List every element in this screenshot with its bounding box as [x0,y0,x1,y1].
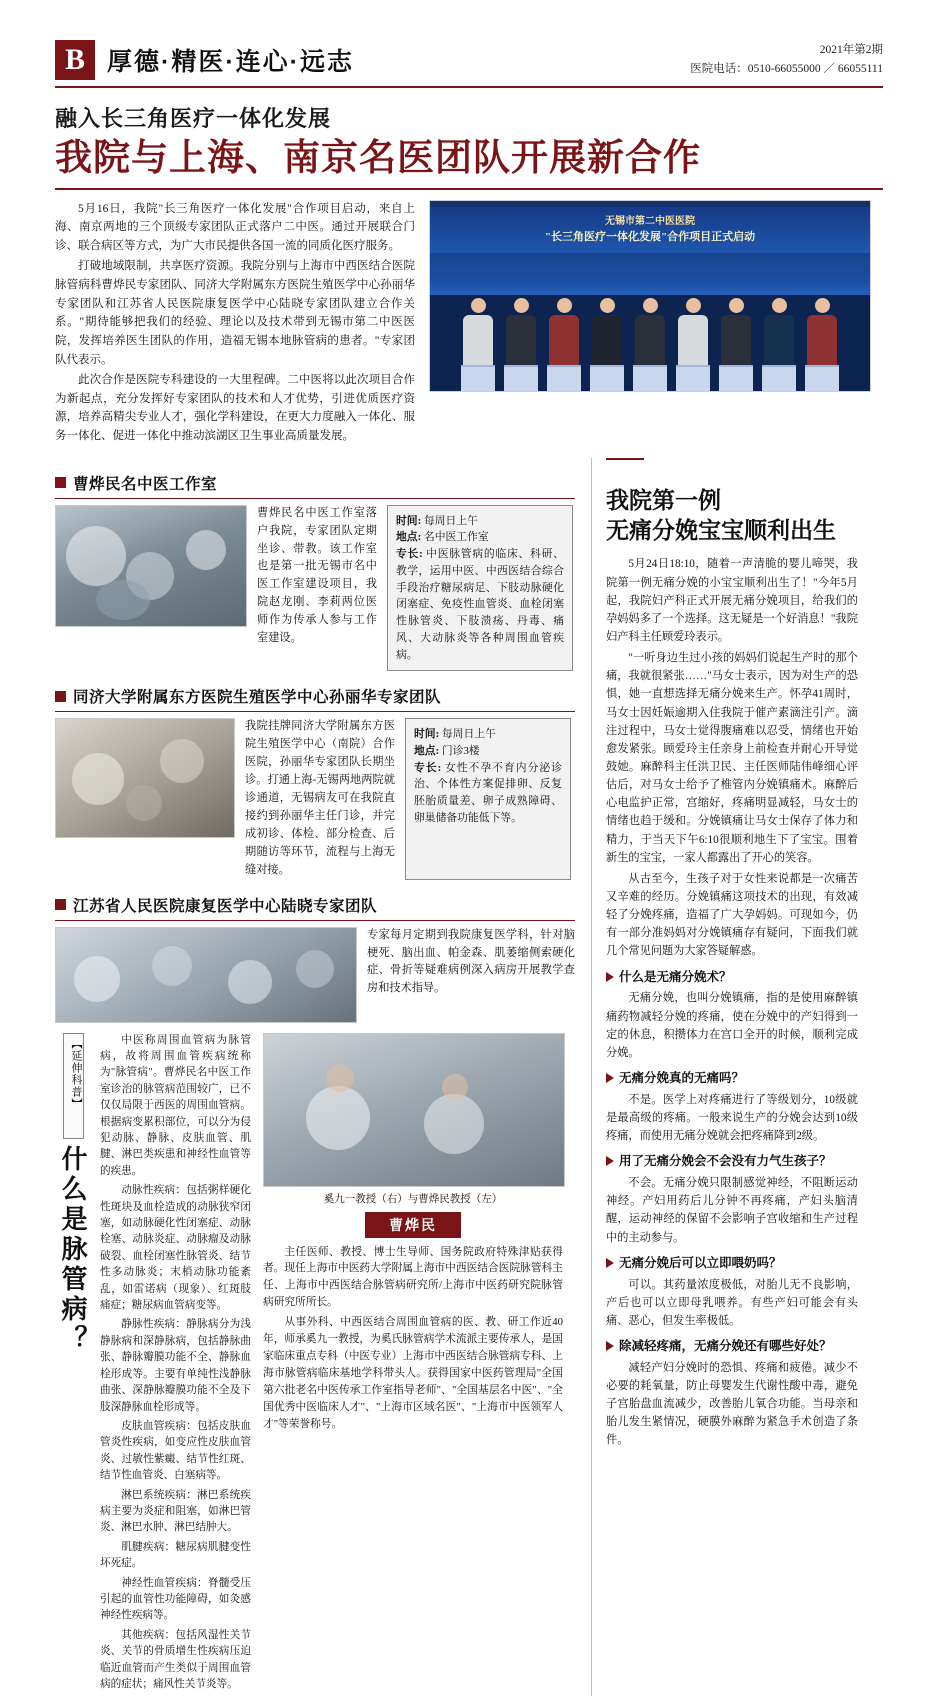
article-decoration [606,458,644,460]
sci-paragraph: 动脉性疾病：包括粥样硬化性斑块及血栓造成的动脉狭窄闭塞，如动脉硬化性闭塞症、动脉栓塞、动脉炎症、动脉瘤及动脉破裂、血栓闭塞性脉管炎、结节性多动脉炎；末梢动脉功能紊乱，如雷诺病（现象）、红斑肢痛症；糖尿病血管病变等。 [100,1185,251,1312]
podium-row [430,365,870,391]
professor-bio [263,1244,563,1433]
info-expert-label: 专长: [414,761,442,774]
lead-paragraph: 5月16日，我院"长三角医疗一体化发展"合作项目启动，来自上海、南京两地的三个顶级专家团队正式落户二中医。通过开展联合门诊、联合病区等方式，为广大市民提供各国一流的同质化医疗服务。 [55,202,415,252]
logo-letter: B [55,40,95,80]
section-header-caoyemin [55,472,575,499]
bottom-area [55,1033,575,1696]
info-time-value: 每周日上午 [441,728,496,741]
article-paragraph: 5月24日18:10，随着一声清脆的婴儿啼哭，我院第一例无痛分娩的小宝宝顺利出生了！"今年5月起，我院妇产科正式开展无痛分娩项目，给我们的孕妈妈多了一个选择。这无疑是一个好消息！"我院妇产科主任顾爱玲表示。 [606,558,858,644]
faq-question: 用了无痛分娩会不会没有力气生孩子？ [619,1154,832,1169]
lead-paragraph: 打破地域限制，共享医疗资源。我院分别与上海市中西医结合医院脉管病科曹烨民专家团队、同济大学附属东方医院生殖医学中心孙丽华专家团队和江苏省人民医院康复医学中心陆晓专家团队建立合作关系。"期待能够把我们的经验、理论以及技术带到无锡市第二中医医院，发挥培养医生团队的作用，造福无锡本地脉管病的患者。"专家团队代表示。 [55,260,415,366]
triangle-bullet-icon [606,972,614,982]
triangle-bullet-icon [606,1073,614,1083]
faq-question: 无痛分娩后可以立即喂奶吗？ [619,1255,782,1270]
professor-photo [263,1033,565,1187]
faq-item [606,1255,858,1330]
section-title: 曹烨民名中医工作室 [73,475,218,493]
masthead-slogan: 厚德·精医·连心·远志 [107,48,354,76]
section-info-box [387,505,573,672]
lead-section [55,200,883,448]
sci-paragraph: 皮肤血管疾病：包括皮肤血管炎性疾病，如变应性皮肤血管炎、过敏性紫癜、结节性红斑、结节性血管炎、白塞病等。 [100,1420,251,1482]
triangle-bullet-icon [606,1258,614,1268]
sci-paragraph: 中医称周围血管病为脉管病，故将周围血管疾病统称为"脉管病"。曹烨民名中医工作室诊治的脉管病范围较广，已不仅仅局限于西医的周围血管病。根据病变累积部位，可以分为侵犯动脉、静脉、皮肤血管、肌腱、淋巴类疾患和神经性血管等的疾患。 [100,1034,251,1177]
section-header-sunlihua [55,685,575,712]
faq-answer: 减轻产妇分娩时的恐惧、疼痛和疲倦。减少不必要的耗氧量，防止母婴发生代谢性酸中毒，避免子宫胎盘血流减少，改善胎儿氧合功能。当母亲和胎儿发生紧情况，硬膜外麻醉为紧急手术创造了条件。 [606,1361,858,1447]
main-columns [55,458,883,1696]
professor-column [263,1033,563,1696]
info-place-label: 地点: [414,745,440,758]
info-place-label: 地点: [396,531,422,544]
headline-kicker: 融入长三角医疗一体化发展 [55,106,332,131]
lab-photo [55,718,235,838]
faq-question: 除减轻疼痛，无痛分娩还有哪些好处？ [619,1339,832,1354]
page-title: 我院与上海、南京名医团队开展新合作 [55,137,701,178]
right-article-title-line2: 无痛分娩宝宝顺利出生 [606,516,836,543]
masthead-left [55,40,354,80]
faq-item [606,969,858,1062]
faq-question: 无痛分娩真的无痛吗？ [619,1070,745,1085]
info-time-value: 每周日上午 [423,514,478,527]
section-body-sunlihua [55,718,575,879]
right-article-title-line1: 我院第一例 [606,486,721,513]
lead-text [55,200,415,448]
left-column [55,458,575,1696]
article-paragraph: "一听身边生过小孩的妈妈们说起生产时的那个痛，我就很紧张……"马女士表示，因为对生产的恐惧，她一直想选择无痛分娩来生产。怀孕41周时，马女士因妊娠逾期入住我院于催产素滴注引产。滴注过程中，马女士觉得腹痛难以忍受，情绪也开始愈发紧张。顾爱玲主任亲身上前检查并耐心开导觉鼓她。麻醉科主任洪卫民、主任医师陆伟峰细心评估后，对马女士给予了椎管内分娩镇痛术。麻醉后心电监护正常，宫缩好，疼痛明显减轻，马女士的情绪也趋于缓和。分娩镇痛让马女士保存了体力和精力，于当天下午6:10很顺利地生下了宝宝。围着新生的宝宝，一家人都露出了开心的笑容。 [606,652,858,864]
clinic-photo [55,505,247,627]
faq-question: 什么是无痛分娩术？ [619,969,732,984]
info-expert-value: 中医脉管病的临床、科研、教学，运用中医、中西医结合综合手段治疗糖尿病足、下肢动脉硬化闭塞症、免疫性血管炎、血栓闭塞性脉管炎、下肢溃疡、丹毒、痛风、大动脉炎等各种周围血管疾病。 [396,548,564,661]
section-header-luxiao [55,894,575,921]
section-body-caoyemin [55,505,575,672]
people-group [430,269,870,377]
issue-label: 2021年第2期 [819,43,883,56]
sci-paragraph: 淋巴系统疾病：淋巴系统疾病主要为炎症和阻塞，如淋巴管炎、淋巴水肿、淋巴结肿大。 [100,1489,251,1534]
masthead [55,40,883,88]
masthead-right [690,41,883,80]
headline-divider [55,188,883,190]
professor-paragraph: 主任医师、教授、博士生导师、国务院政府特殊津贴获得者。现任上海市中医药大学附属上海市中西医结合医院脉管科主任、上海市中西医结合脉管病研究所/上海市中医药研究院脉管病研究所所长。 [263,1245,563,1309]
section-title: 同济大学附属东方医院生殖医学中心孙丽华专家团队 [73,689,442,707]
square-bullet-icon [55,477,66,488]
info-expert-label: 专长: [396,548,423,561]
square-bullet-icon [55,691,66,702]
professor-photo-caption: 奚九一教授（右）与曹烨民教授（左） [323,1193,503,1205]
stage-banner [430,207,870,253]
right-article-title [606,486,858,546]
sci-paragraph: 神经性血管疾病：脊髓受压引起的血管性功能障碍，如灸感神经性疾病等。 [100,1577,251,1622]
professor-name-plate: 曹烨民 [365,1212,461,1238]
professor-paragraph: 从事外科、中西医结合周围血管病的医、教、研工作近40年，师承奚九一教授，为奚氏脉管病学术流派主要传承人，是国家临床重点专科（中医专业）上海市中西医结合脉管病专科、上海市脉管病临床基地学科带头人。获得国家中医药管理局"全国第六批老名中医传承工作室指导老师"、"全国基层名中医"、"全国优秀中医临床人才"、"上海市区域名医"、"上海市中医领军人才"等荣誉称号。 [263,1316,563,1430]
sci-paragraph: 肌腱疾病：糖尿病肌腱变性坏死症。 [100,1541,251,1570]
triangle-bullet-icon [606,1156,614,1166]
rehab-photo [55,927,357,1023]
faq-item [606,1153,858,1246]
faq-answer: 无痛分娩，也叫分娩镇痛，指的是使用麻醉镇痛药物减轻分娩的疼痛，使在分娩中的产妇得到一定的休息，积攒体力在宫口全开的时候，顺利完成分娩。 [606,992,858,1059]
sci-paragraph: 静脉性疾病：静脉病分为浅静脉病和深静脉病，包括静脉曲张、静脉瓣膜功能不全、静脉血栓形成等。主要有单纯性浅静脉曲张、深静脉瓣膜功能不全及下肢深静脉血栓形成等。 [100,1319,251,1413]
square-bullet-icon [55,899,66,910]
sci-text [100,1033,251,1696]
sci-vertical-title: 什么是脉管病？ [58,1144,88,1355]
section-title: 江苏省人民医院康复医学中心陆晓专家团队 [73,897,378,915]
phone-label: 医院电话：0510-66055000 ／ 66055111 [690,63,883,76]
triangle-bullet-icon [606,1341,614,1351]
right-article-body [606,555,858,960]
headline-block [55,102,883,190]
banner-line-2: "长三角医疗一体化发展"合作项目正式启动 [544,230,756,243]
info-place-value: 门诊3楼 [441,745,480,758]
faq-item [606,1338,858,1450]
sci-side-label: 【延伸科普】 [63,1033,84,1139]
lead-paragraph: 此次合作是医院专科建设的一大里程碑。二中医将以此次项目合作为新起点，充分发挥好专家团队的技术和人才优势，引进优质医疗资源，培养高精尖专业人才，强化学科建设，在更大力度融入一体化、服务一体化、促进一体化中推动滨湖区卫生事业高质量发展。 [55,374,415,443]
right-column [591,458,858,1696]
section-text: 曹烨民名中医工作室落户我院，专家团队定期坐诊、带教。该工作室也是第一批无锡市名中医工作室建设项目，我院赵龙刚、李莉两位医师作为传承人参与工作室建设。 [257,506,377,645]
lead-photo [429,200,871,392]
article-paragraph: 从古至今，生孩子对于女性来说都是一次痛苦又辛难的经历。分娩镇痛这项技术的出现，有效减轻了分娩疼痛，造福了广大孕妈妈。可现如今，仍有一部分准妈妈对分娩镇痛存有疑问，下面我们就几个常见问题为大家答疑解惑。 [606,872,858,958]
info-place-value: 名中医工作室 [423,531,489,544]
faq-item [606,1070,858,1145]
info-time-label: 时间: [396,514,422,527]
faq-answer: 可以。其药量浓度极低，对胎儿无不良影响，产后也可以立即母乳喂养。有些产妇可能会有头痛、恶心，但发生率极低。 [606,1278,858,1327]
section-body-luxiao [55,927,575,1023]
info-expert-value: 女性不孕不育内分泌诊治、个体性方案促排卵、反复胚胎质量差、卵子成熟障碍、卵巢储备功能低下等。 [414,761,562,824]
section-info-box [405,718,571,879]
section-text: 专家每月定期到我院康复医学科，针对脑梗死、脑出血、帕金森、肌萎缩侧索硬化症、骨折等疑难病例深入病房开展教学查房和技术指导。 [367,928,575,995]
sci-column [55,1033,251,1696]
section-text: 我院挂牌同济大学附属东方医院生殖医学中心（南院）合作医院，孙丽华专家团队长期坐诊。打通上海-无锡两地两院就诊通道，无锡病友可在我院直接约到孙丽华主任门诊，并完成初诊、体检、部分检查、后期随访等环节，流程与上海无缝对接。 [245,720,395,876]
sci-paragraph: 其他疾病：包括风湿性关节炎、关节的骨质增生性疾病压迫临近血管而产生类似于周围血管病的症状；痛风性关节炎等。 [100,1629,251,1691]
faq-answer: 不是。医学上对疼痛进行了等级划分，10级就是最高级的疼痛。一般来说生产的分娩会达到10级疼痛，而使用无痛分娩就会把疼痛降到2级。 [606,1093,858,1143]
info-time-label: 时间: [414,728,440,741]
banner-line-1: 无锡市第二中医医院 [605,215,695,227]
faq-answer: 不会。无痛分娩只限制感觉神经，不阻断运动神经。产妇用药后儿分钟不再疼痛，产妇头脑清醒，运动神经的保留不会影响子宫收缩和生产过程中的主动参与。 [606,1177,858,1244]
